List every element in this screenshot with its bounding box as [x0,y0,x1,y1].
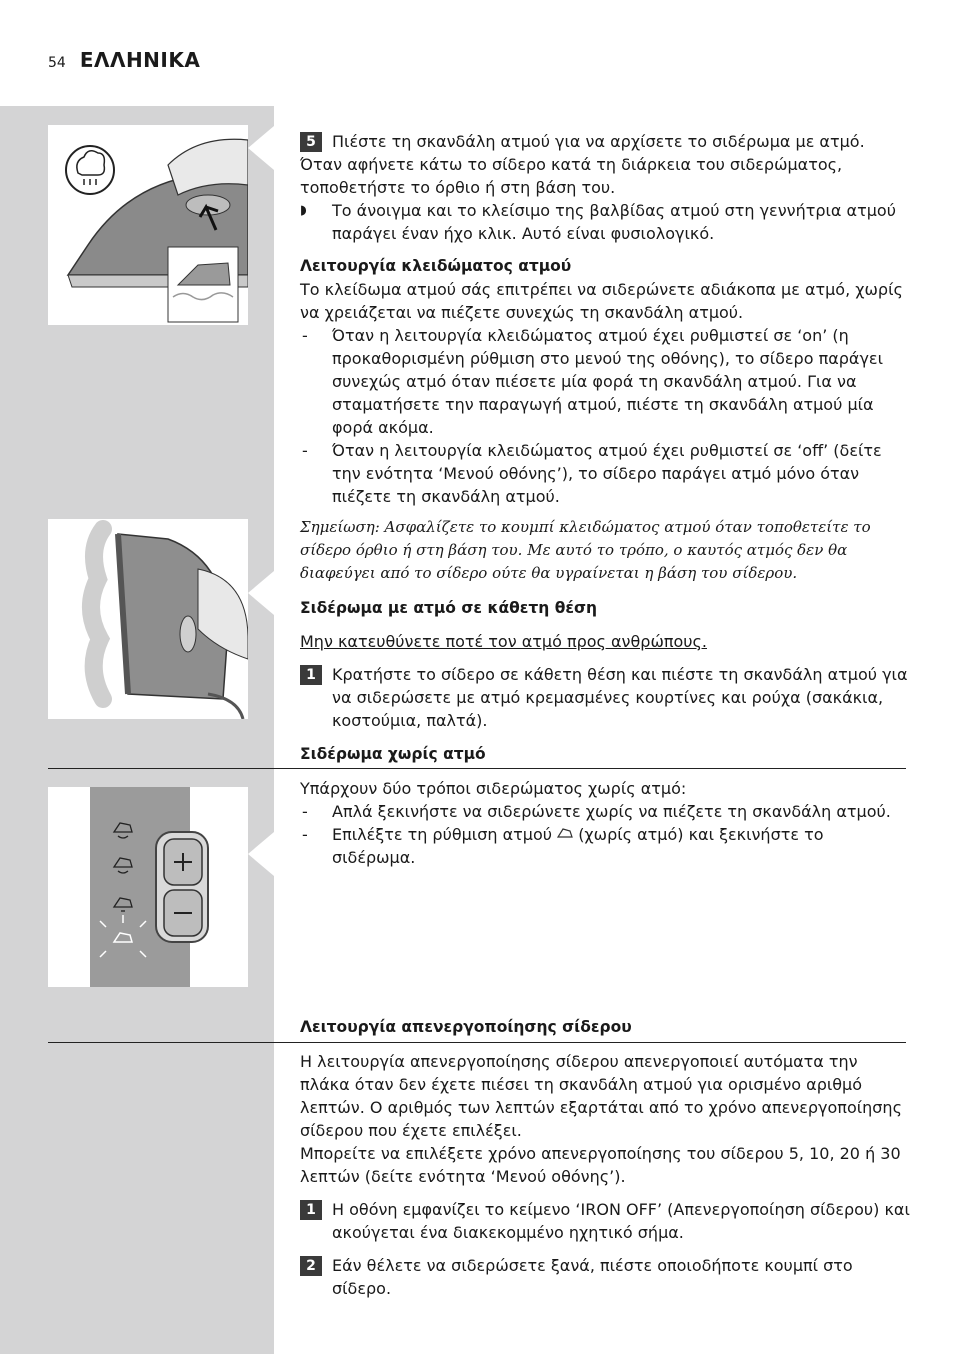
step-1 [300,1198,910,1244]
page-number: 54 [48,55,66,71]
section-rule [48,768,906,769]
bullet-marker-icon: ◗ [300,203,307,218]
illustration-vertical-steaming [48,519,248,719]
step-5 [300,130,910,153]
list-item-text-a: Επιλέξτε τη ρύθμιση ατμού [332,825,552,844]
section-vertical-steaming [300,597,910,732]
step-text: Εάν θέλετε να σιδερώσετε ξανά, πιέστε οποιοδήποτε κουμπί στο σίδερο. [332,1256,853,1298]
list-item: - Όταν η λειτουργία κλειδώματος ατμού έχει ρυθμιστεί σε ‘on’ (η προκαθορισμένη ρύθμιση στο μενού της οθόνης), το σίδερο παράγει συνεχώς ατμό όταν πιέσετε μία φορά τη σκανδάλη ατμού. Για να σταματήσετε την παραγωγή ατμού, πιέστε τη σκανδάλη ατμού μία φορά ακόμα. [302,326,883,437]
vertical-iron-drawing [48,519,248,719]
heading-block [300,1016,910,1039]
heading-vertical: Σιδέρωμα με ατμό σε κάθετη θέση [300,599,598,617]
step-number-badge: 5 [300,132,322,152]
step-text: Κρατήστε το σίδερο σε κάθετη θέση και πιέστε τη σκανδάλη ατμού για να σιδερώσετε με ατμό κρεμασμένες κουρτίνες και ρούχα (σακάκια, κοστούμια, παλτά). [332,665,908,730]
pointer-arrow [248,126,274,170]
paragraph: Το κλείδωμα ατμού σάς επιτρέπει να σιδερώνετε αδιάκοπα με ατμό, χωρίς να χρειάζεται να πιέζετε συνεχώς τη σκανδάλη ατμού. [300,280,903,322]
heading-auto-off: Λειτουργία απενεργοποίησης σίδερου [300,1018,632,1036]
step-1 [300,663,910,732]
bullet-item [300,199,910,245]
heading-block [300,743,910,766]
pointer-arrow [248,832,274,876]
step-number-badge: 1 [300,1200,322,1220]
list-item-text-b: (χωρίς ατμό) και ξεκινήστε το σιδέρωμα. [332,825,824,867]
paragraph: Μπορείτε να επιλέξετε χρόνο απενεργοποίησης του σίδερου 5, 10, 20 ή 30 λεπτών (δείτε ενότητα ‘Μενού οθόνης’). [300,1144,901,1186]
section-auto-off [300,1050,910,1300]
section-steam-ironing [300,130,910,508]
step-number-badge: 2 [300,1256,322,1276]
heading-steam-lock: Λειτουργία κλειδώματος ατμού [300,257,572,275]
paragraph: Η λειτουργία απενεργοποίησης σίδερου απενεργοποιεί αυτόματα την πλάκα όταν δεν έχετε πιέσει τη σκανδάλη ατμού για ορισμένο αριθμό λεπτών. Ο αριθμός των λεπτών εξαρτάται από το χρόνο απενεργοποίησης σίδερου που έχετε επιλέξει. [300,1052,902,1140]
list-item: - Επιλέξτε τη ρύθμιση ατμού (χωρίς ατμό) και ξεκινήστε το σιδέρωμα. [302,825,824,867]
page-header [48,48,200,74]
list-item: - Όταν η λειτουργία κλειδώματος ατμού έχει ρυθμιστεί σε ‘off’ (δείτε την ενότητα ‘Μενού οθόνης’), το σίδερο παράγει ατμό μόνο όταν πιέζετε τη σκανδάλη ατμού. [302,441,882,506]
paragraph: Υπάρχουν δύο τρόποι σιδερώματος χωρίς ατμό: [300,779,687,798]
note-steam-lock: Σημείωση: Ασφαλίζετε το κουμπί κλειδώματος ατμού όταν τοποθετείτε το σίδερο όρθιο ή στη βάση του. Με αυτό το τρόπο, ο καυτός ατμός δεν θα διαφεύγει από το σίδερο ούτε θα υγραίνεται η βάση του σίδερου. [300,518,871,582]
list-item: - Απλά ξεκινήστε να σιδερώνετε χωρίς να πιέζετε τη σκανδάλη ατμού. [302,802,891,821]
step-2 [300,1254,910,1300]
section-no-steam [300,777,910,869]
iron-no-steam-icon [557,827,573,839]
illustration-steam-buttons [48,787,248,987]
step-text: Η οθόνη εμφανίζει το κείμενο ‘IRON OFF’ (Απενεργοποίηση σίδερου) και ακούγεται ένα διακεκομμένο ηχητικό σήμα. [332,1200,910,1242]
step-text: Πιέστε τη σκανδάλη ατμού για να αρχίσετε το σιδέρωμα με ατμό. [332,132,865,151]
warning-text: Μην κατευθύνετε ποτέ τον ατμό προς ανθρώπους. [300,632,707,651]
list-item-text: Όταν η λειτουργία κλειδώματος ατμού έχει ρυθμιστεί σε ‘off’ (δείτε την ενότητα ‘Μενού οθόνης’), το σίδερο παράγει ατμό μόνο όταν πιέζετε τη σκανδάλη ατμού. [332,441,882,506]
illustration-steam-trigger [48,125,248,325]
paragraph: Όταν αφήνετε κάτω το σίδερο κατά τη διάρκεια του σιδερώματος, τοποθετήστε το όρθιο ή στη βάση του. [300,155,843,197]
heading-no-steam: Σιδέρωμα χωρίς ατμό [300,745,486,763]
list-item-text: Όταν η λειτουργία κλειδώματος ατμού έχει ρυθμιστεί σε ‘on’ (η προκαθορισμένη ρύθμιση στο μενού της οθόνης), το σίδερο παράγει συνεχώς ατμό όταν πιέσετε μία φορά τη σκανδάλη ατμού. Για να σταματήσετε την παραγωγή ατμού, πιέστε τη σκανδάλη ατμού μία φορά ακόμα. [332,326,883,437]
step-number-badge: 1 [300,665,322,685]
section-rule [48,1042,906,1043]
language-title: ΕΛΛΗΝΙΚΑ [79,48,201,72]
pointer-arrow [248,571,274,615]
iron-trigger-drawing [48,125,248,325]
bullet-text: Το άνοιγμα και το κλείσιμο της βαλβίδας ατμού στη γεννήτρια ατμού παράγει έναν ήχο κλικ. Αυτό είναι φυσιολογικό. [332,201,896,243]
list-item-text: Απλά ξεκινήστε να σιδερώνετε χωρίς να πιέζετε τη σκανδάλη ατμού. [332,802,891,821]
steam-panel-drawing [48,787,248,987]
